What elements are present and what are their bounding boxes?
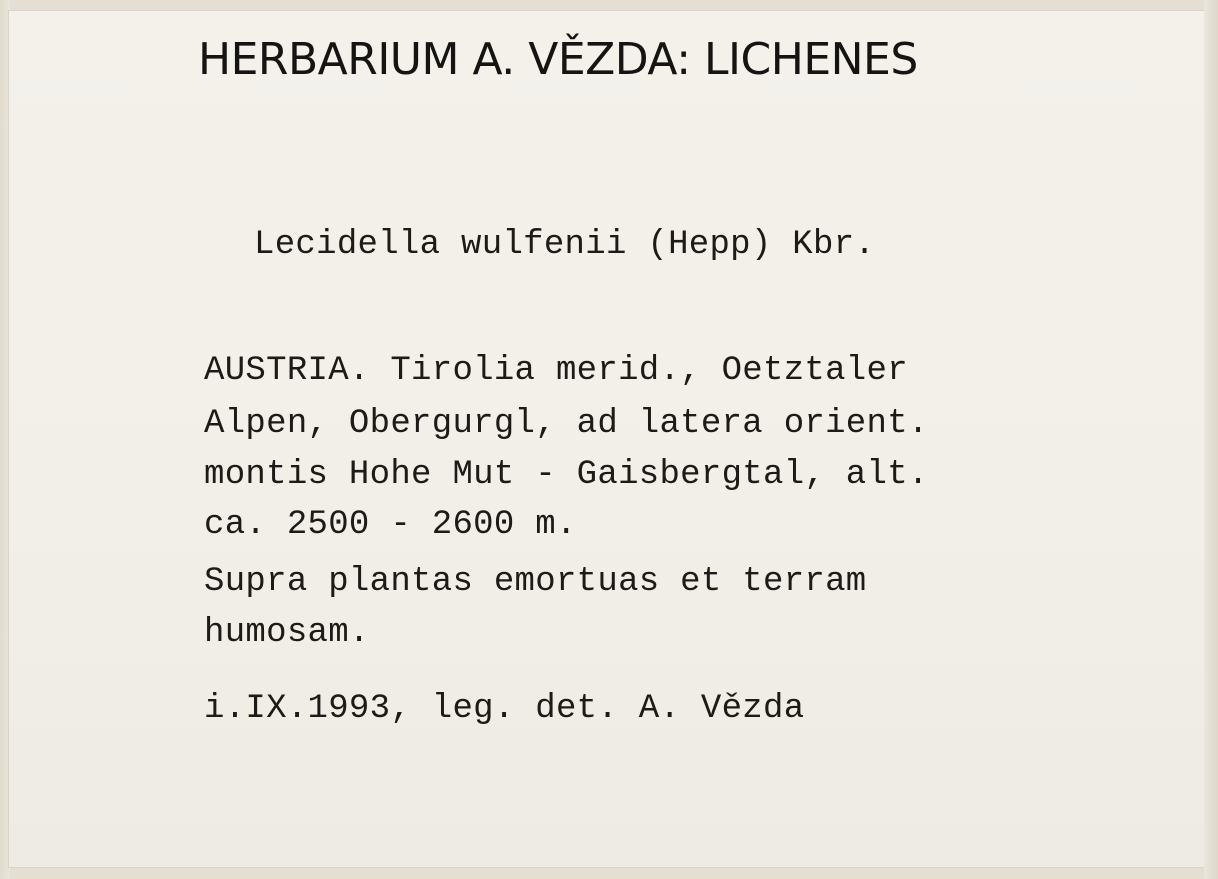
habitat-line-2: humosam. — [204, 614, 370, 652]
locality-line-4: ca. 2500 - 2600 m. — [204, 506, 577, 544]
habitat-line-1: Supra plantas emortuas et terram — [204, 563, 867, 601]
collection-line: i.IX.1993, leg. det. A. Vězda — [204, 690, 805, 728]
locality-line-2: Alpen, Obergurgl, ad latera orient. — [204, 405, 929, 443]
locality-line-1: AUSTRIA. Tirolia merid., Oetztaler — [204, 352, 908, 390]
locality-line-3: montis Hohe Mut - Gaisbergtal, alt. — [204, 456, 929, 494]
taxon-name: Lecidella wulfenii (Hepp) Kbr. — [254, 226, 876, 264]
paper-right-edge — [1204, 0, 1218, 879]
herbarium-header: HERBARIUM A. VĚZDA: LICHENES — [198, 34, 918, 85]
